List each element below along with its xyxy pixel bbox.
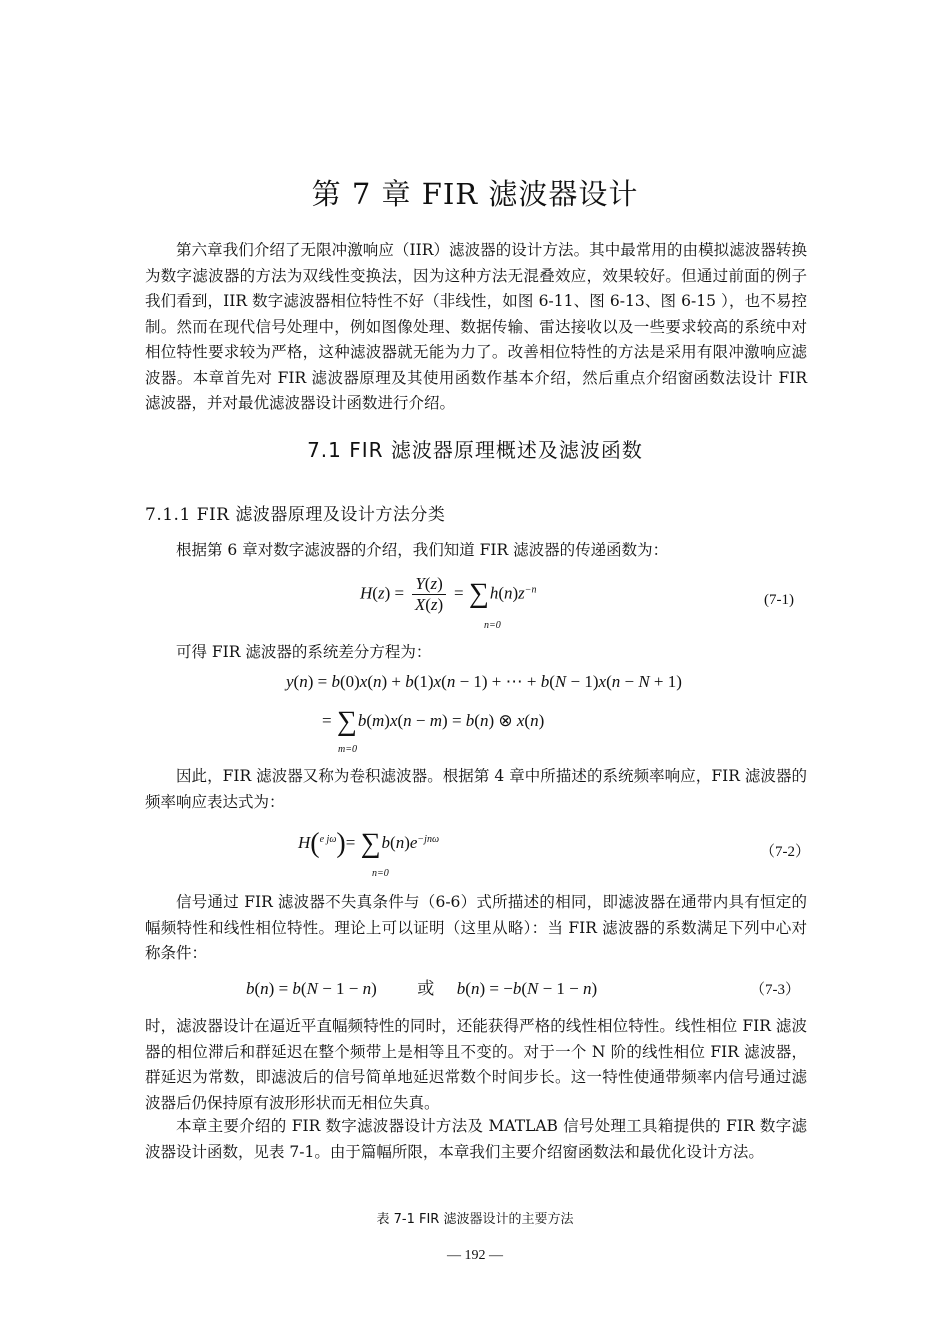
sum-lower-limit: n=0 xyxy=(484,620,501,631)
convolution-text: 因此，FIR 滤波器又称为卷积滤波器。根据第 4 章中所描述的系统频率响应，FIR 滤波器的频率响应表达式为： xyxy=(145,767,807,811)
convolution-paragraph xyxy=(145,764,807,815)
transfer-paragraph xyxy=(145,538,807,564)
difference-equation-line2: = ∑b(m)x(n − m) = b(n) ⊗ x(n) xyxy=(322,706,545,737)
difference-text: 可得 FIR 滤波器的系统差分方程为： xyxy=(176,643,432,661)
equation-number-7-2: （7-2） xyxy=(760,844,810,860)
intro-paragraph xyxy=(145,238,807,417)
difference-equation-line1: y(n) = b(0)x(n) + b(1)x(n − 1) + ⋯ + b(N − 1)x(n − N + 1) xyxy=(286,672,682,691)
page-number: — 192 — xyxy=(447,1248,503,1263)
chapter-scope-paragraph xyxy=(145,1114,807,1165)
or-word: 或 xyxy=(417,979,435,999)
equation-7-1: H(z) = $\frac{Y(z)}{X(z)}$ = $\sum h(n)z^{-n}$ xyxy=(360,574,537,614)
subsection-title: 7.1.1 FIR 滤波器原理及设计方法分类 xyxy=(145,505,446,525)
equation-7-2: $H(^{e j\omega})= \sum b(n)e^{-jn\omega}$ xyxy=(298,828,440,859)
transfer-text: 根据第 6 章对数字滤波器的介绍，我们知道 FIR 滤波器的传递函数为： xyxy=(176,541,669,559)
condition-paragraph xyxy=(145,890,807,967)
chapter-scope-text: 本章主要介绍的 FIR 数字滤波器设计方法及 MATLAB 信号处理工具箱提供的 FIR 数字滤波器设计函数，见表 7-1。由于篇幅所限，本章我们主要介绍窗函数法和最优化设计方法。 xyxy=(145,1117,807,1161)
sum-lower-limit: n=0 xyxy=(372,868,389,879)
sum-lower-limit: m=0 xyxy=(338,744,357,755)
fraction: $\frac{Y(z)}{X(z)}$ xyxy=(412,574,445,615)
equation-number-7-1: (7-1) xyxy=(764,592,794,608)
equation-number-7-3: （7-3） xyxy=(750,982,800,998)
intro-text: 第六章我们介绍了无限冲激响应（IIR）滤波器的设计方法。其中最常用的由模拟滤波器转换为数字滤波器的方法为双线性变换法，因为这种方法无混叠效应，效果较好。但通过前面的例子我们看到，IIR 数字滤波器相位特性不好（非线性，如图 6-11、图 6-13、图 6-15 ），也不易控制。然而在现代信号处理中，例如图像处理、数据传输、雷达接收以及一些要求较高的系统中对相位特性要求较为严格，这种滤波器就无能为力了。改善相位特性的方法是采用有限冲激响应滤波器。本章首先对 FIR 滤波器原理及其使用函数作基本介绍，然后重点介绍窗函数法设计 FIR 滤波器，并对最优滤波器设计函数进行介绍。 xyxy=(145,241,807,412)
linear-phase-text: 时，滤波器设计在逼近平直幅频特性的同时，还能获得严格的线性相位特性。线性相位 FIR 滤波器的相位滞后和群延迟在整个频带上是相等且不变的。对于一个 N 阶的线性相位 FIR 滤波器，群延迟为常数，即滤波后的信号简单地延迟常数个时间步长。这一特性使通带频率内信号通过滤波器后仍保持原有波形形状而无相位失真。 xyxy=(145,1017,807,1112)
linear-phase-paragraph xyxy=(145,1014,807,1116)
table-caption: 表 7-1 FIR 滤波器设计的主要方法 xyxy=(376,1212,574,1227)
equation-7-3: b(n) = b(N − 1 − n) 或 b(n) = −b(N − 1 − n) xyxy=(246,979,598,999)
condition-text: 信号通过 FIR 滤波器不失真条件与（6-6）式所描述的相同，即滤波器在通带内具有恒定的幅频特性和线性相位特性。理论上可以证明（这里从略）：当 FIR 滤波器的系数满足下列中心对称条件： xyxy=(145,893,807,962)
chapter-title: 第 7 章 FIR 滤波器设计 xyxy=(311,177,639,211)
section-title: 7.1 FIR 滤波器原理概述及滤波函数 xyxy=(307,438,643,462)
difference-paragraph xyxy=(145,640,807,666)
